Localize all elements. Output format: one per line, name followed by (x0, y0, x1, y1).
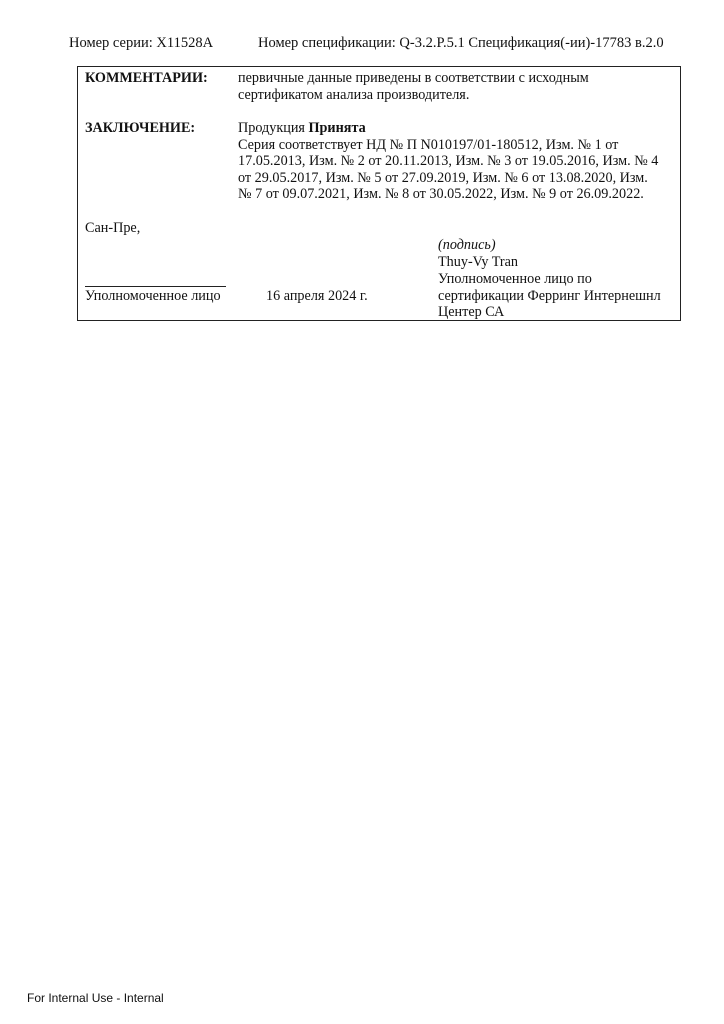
comments-line: первичные данные приведены в соответствии с исходным (238, 70, 589, 86)
conclusion-line: № 7 от 09.07.2021, Изм. № 8 от 30.05.2022, Изм. № 9 от 26.09.2022. (238, 186, 644, 202)
conclusion-line: от 29.05.2017, Изм. № 5 от 27.09.2019, Изм. № 6 от 13.08.2020, Изм. (238, 170, 648, 186)
product-prefix: Продукция (238, 120, 309, 136)
signature-date: 16 апреля 2024 г. (266, 288, 368, 304)
signature-line (85, 286, 226, 287)
authorized-person-label: Уполномоченное лицо (85, 288, 221, 304)
classification-footer: For Internal Use - Internal (27, 991, 164, 1005)
specification-number: Номер спецификации: Q-3.2.P.5.1 Спецификация(-ии)-17783 в.2.0 (258, 35, 664, 51)
signer-name: Thuy-Vy Tran (438, 254, 519, 270)
comments-label: КОММЕНТАРИИ: (85, 70, 208, 86)
signature-note: (подпись) (438, 237, 496, 253)
conclusion-line: Серия соответствует НД № П N010197/01-180512, Изм. № 1 от (238, 137, 619, 153)
signer-role: сертификации Ферринг Интернешнл (438, 288, 661, 304)
comments-line: сертификатом анализа производителя. (238, 87, 470, 103)
signer-role: Центер СА (438, 304, 505, 320)
signer-role: Уполномоченное лицо по (438, 271, 592, 287)
conclusion-line: 17.05.2013, Изм. № 2 от 20.11.2013, Изм. № 3 от 19.05.2016, Изм. № 4 (238, 153, 659, 169)
signing-place: Сан-Пре, (85, 220, 141, 236)
conclusion-product (238, 120, 366, 136)
conclusion-label: ЗАКЛЮЧЕНИЕ: (85, 120, 196, 136)
product-status: Принята (308, 120, 366, 136)
certificate-table (77, 66, 681, 321)
series-number: Номер серии: X11528A (69, 35, 214, 51)
